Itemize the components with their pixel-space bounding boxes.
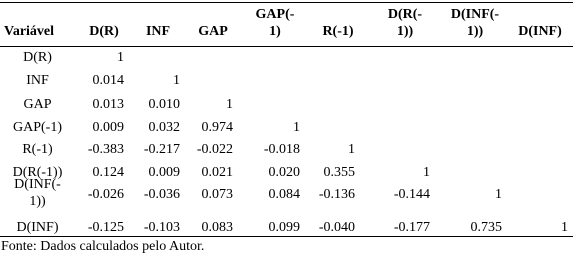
table-source-note: Fonte: Dados calculados pelo Autor. — [1, 239, 205, 254]
table-cell: 0.021 — [201, 165, 233, 180]
table-cell: 0.009 — [92, 120, 124, 135]
table-cell: 0.084 — [268, 187, 300, 202]
table-cell: -0.177 — [393, 220, 430, 235]
table-top-rule — [0, 2, 573, 3]
table-cell: 0.083 — [201, 220, 233, 235]
row-label: GAP(-1) — [13, 120, 62, 135]
table-cell: 0.735 — [470, 220, 502, 235]
table-cell: -0.103 — [143, 220, 180, 235]
table-cell: -0.144 — [393, 187, 430, 202]
table-header-rule — [0, 46, 573, 47]
table-cell: -0.125 — [87, 220, 124, 235]
column-header: Variável — [4, 24, 55, 39]
row-label: INF — [26, 73, 49, 88]
table-cell: 0.010 — [148, 97, 180, 112]
table-cell: 1 — [173, 73, 180, 88]
table-cell: 1 — [226, 97, 233, 112]
table-cell: 0.013 — [92, 97, 124, 112]
table-cell: 1 — [117, 50, 124, 65]
table-cell: 0.032 — [148, 120, 180, 135]
table-cell: 0.099 — [268, 220, 300, 235]
column-header: GAP(- 1) — [255, 7, 295, 39]
column-header: D(R) — [89, 24, 119, 39]
table-cell: -0.383 — [87, 142, 124, 157]
row-label: D(INF(- 1)) — [14, 177, 61, 209]
table-cell: 0.124 — [92, 165, 124, 180]
table-cell: -0.040 — [318, 220, 355, 235]
table-cell: 0.974 — [201, 120, 233, 135]
row-label: D(INF) — [16, 220, 59, 235]
table-cell: 1 — [561, 220, 568, 235]
table-bottom-rule — [0, 236, 573, 237]
table-cell: -0.022 — [196, 142, 233, 157]
row-label: GAP — [23, 97, 52, 112]
table-cell: 1 — [293, 120, 300, 135]
table-cell: -0.026 — [87, 187, 124, 202]
column-header: D(INF(- 1)) — [450, 7, 500, 39]
table-cell: -0.036 — [143, 187, 180, 202]
column-header: D(INF) — [518, 24, 562, 39]
table-cell: 0.355 — [323, 165, 355, 180]
table-cell: 0.009 — [148, 165, 180, 180]
table-cell: -0.217 — [143, 142, 180, 157]
table-cell: 1 — [495, 187, 502, 202]
column-header: INF — [145, 24, 171, 39]
table-cell: 0.014 — [92, 73, 124, 88]
row-label: R(-1) — [22, 142, 53, 157]
table-cell: 1 — [348, 142, 355, 157]
table-cell: 0.073 — [201, 187, 233, 202]
table-cell: -0.018 — [263, 142, 300, 157]
column-header: GAP — [198, 24, 228, 39]
column-header: R(-1) — [322, 24, 354, 39]
row-label: D(R(-1)) — [12, 165, 63, 180]
column-header: D(R(- 1)) — [387, 7, 423, 39]
table-cell: 0.020 — [268, 165, 300, 180]
row-label: D(R) — [23, 50, 52, 65]
table-cell: -0.136 — [318, 187, 355, 202]
table-cell: 1 — [423, 165, 430, 180]
